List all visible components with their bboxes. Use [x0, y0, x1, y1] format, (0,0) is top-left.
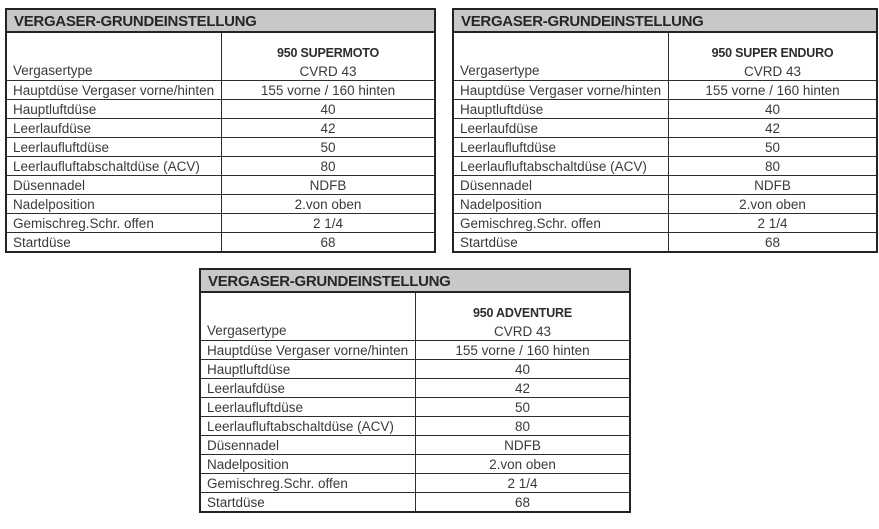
table-row	[7, 99, 434, 118]
row-value: 68	[514, 494, 531, 510]
table-row	[201, 435, 629, 454]
row-value: NDFB	[504, 437, 541, 453]
row-label: Hauptluftdüse	[454, 100, 669, 118]
row-label: Düsennadel	[7, 176, 222, 194]
row-label: Leerlaufdüse	[7, 119, 222, 137]
spec-table-950-supermoto	[5, 8, 436, 253]
row-label: Leerlaufdüse	[454, 119, 669, 137]
table-row	[454, 137, 876, 156]
model-header-cell	[416, 293, 629, 340]
table-body	[5, 31, 436, 253]
table-row	[201, 397, 629, 416]
table-row	[454, 232, 876, 251]
row-label: Gemischreg.Schr. offen	[454, 214, 669, 232]
table-row	[201, 378, 629, 397]
row-label: Leerlaufluftdüse	[454, 138, 669, 156]
table-row	[454, 99, 876, 118]
table-row	[201, 454, 629, 473]
row-label: Leerlaufluftdüse	[7, 138, 222, 156]
row-value: NDFB	[309, 177, 347, 193]
table-row	[201, 492, 629, 511]
row-value: 2 1/4	[312, 215, 344, 231]
table-row	[7, 213, 434, 232]
row-label: Düsennadel	[201, 436, 416, 454]
table-title-text: VERGASER-GRUNDEINSTELLUNG	[14, 12, 257, 30]
table-row	[7, 33, 434, 80]
row-value: 50	[764, 139, 781, 155]
row-value: NDFB	[754, 177, 791, 193]
table-title	[452, 8, 878, 31]
table-body	[452, 31, 878, 253]
row-value: 2.von oben	[739, 196, 806, 212]
row-label: Leerlaufdüse	[201, 379, 416, 397]
row-label: Startdüse	[7, 233, 222, 251]
row-value: 40	[320, 101, 336, 117]
row-label: Leerlaufluftabschaltdüse (ACV)	[201, 417, 416, 435]
row-value: 80	[320, 158, 336, 174]
table-row	[454, 80, 876, 99]
row-label: Nadelposition	[7, 195, 222, 213]
spec-table-950-super-enduro	[452, 8, 878, 253]
table-row	[454, 194, 876, 213]
row-value: 42	[320, 120, 336, 136]
row-value: 68	[320, 234, 336, 250]
row-value: 50	[514, 399, 531, 415]
row-value: 40	[764, 101, 781, 117]
row-label: Hauptluftdüse	[7, 100, 222, 118]
row-label: Startdüse	[201, 493, 416, 511]
row-label: Startdüse	[454, 233, 669, 251]
table-row	[454, 33, 876, 80]
table-row	[7, 137, 434, 156]
table-row	[454, 213, 876, 232]
table-row	[7, 80, 434, 99]
table-row	[201, 416, 629, 435]
model-name: 950 SUPERMOTO	[276, 46, 380, 60]
table-title	[199, 268, 631, 291]
row-value: CVRD 43	[299, 64, 357, 79]
row-label: Leerlaufluftabschaltdüse (ACV)	[7, 157, 222, 175]
row-label: Vergasertype	[454, 33, 669, 80]
row-label: Gemischreg.Schr. offen	[201, 474, 416, 492]
row-value: 2 1/4	[757, 215, 788, 231]
table-row	[201, 340, 629, 359]
row-value: 2 1/4	[507, 475, 538, 491]
table-row	[7, 194, 434, 213]
row-value: 68	[764, 234, 781, 250]
row-label: Gemischreg.Schr. offen	[7, 214, 222, 232]
row-value: 155 vorne / 160 hinten	[705, 82, 840, 98]
row-value: 80	[514, 418, 531, 434]
row-label: Hauptdüse Vergaser vorne/hinten	[454, 81, 669, 99]
table-body	[199, 291, 631, 513]
row-label: Leerlaufluftabschaltdüse (ACV)	[454, 157, 669, 175]
model-header-cell	[222, 33, 434, 80]
table-row	[7, 156, 434, 175]
row-value: 80	[764, 158, 781, 174]
table-title-text: VERGASER-GRUNDEINSTELLUNG	[208, 272, 451, 290]
row-value: 2.von oben	[489, 456, 556, 472]
table-row	[7, 118, 434, 137]
table-row	[454, 156, 876, 175]
row-label: Düsennadel	[454, 176, 669, 194]
table-title-text: VERGASER-GRUNDEINSTELLUNG	[461, 12, 704, 30]
row-label: Nadelposition	[201, 455, 416, 473]
table-row	[201, 359, 629, 378]
table-row	[7, 175, 434, 194]
table-title	[5, 8, 436, 31]
row-label: Nadelposition	[454, 195, 669, 213]
table-row	[7, 232, 434, 251]
model-name: 950 ADVENTURE	[472, 306, 573, 320]
row-value: 42	[514, 380, 531, 396]
model-name: 950 SUPER ENDURO	[711, 46, 834, 60]
row-value: 2.von oben	[294, 196, 362, 212]
row-value: 155 vorne / 160 hinten	[260, 82, 396, 98]
row-value: CVRD 43	[493, 324, 552, 339]
table-row	[201, 293, 629, 340]
model-header-cell	[669, 33, 876, 80]
row-value: 42	[764, 120, 781, 136]
table-row	[454, 175, 876, 194]
table-row	[201, 473, 629, 492]
spec-table-950-adventure	[199, 268, 631, 513]
row-label: Hauptdüse Vergaser vorne/hinten	[7, 81, 222, 99]
row-label: Hauptdüse Vergaser vorne/hinten	[201, 341, 416, 359]
row-label: Vergasertype	[7, 33, 222, 80]
row-value: 40	[514, 361, 531, 377]
row-label: Vergasertype	[201, 293, 416, 340]
row-value: 50	[320, 139, 336, 155]
table-row	[454, 118, 876, 137]
row-label: Leerlaufluftdüse	[201, 398, 416, 416]
row-value: 155 vorne / 160 hinten	[455, 342, 590, 358]
row-value: CVRD 43	[743, 64, 802, 79]
row-label: Hauptluftdüse	[201, 360, 416, 378]
